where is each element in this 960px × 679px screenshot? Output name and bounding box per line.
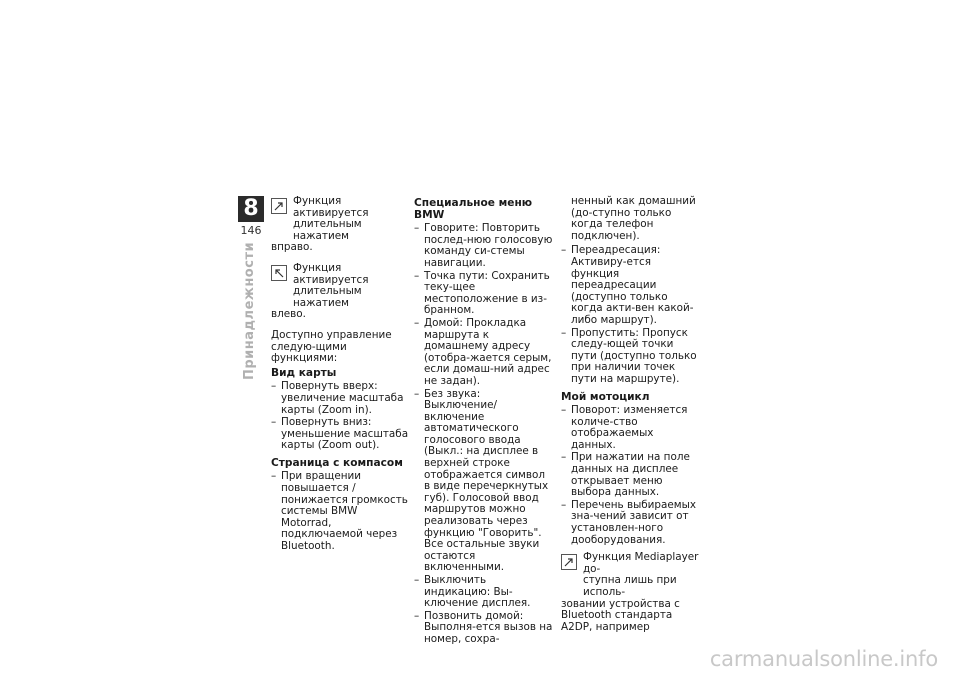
intro-text: Доступно управление следую-щими функциями:: [271, 328, 392, 365]
arrow-right-icon: [271, 198, 287, 214]
chapter-sidebar: [238, 196, 264, 237]
page-number: 146: [240, 224, 262, 237]
bmw-menu-heading: Специальное меню BMW: [414, 197, 533, 221]
column-2: [414, 196, 554, 652]
arrow-left-icon: [271, 265, 287, 281]
my-bike-heading: Мой мотоцикл: [561, 390, 650, 403]
list-item: – Позвонить домой: Выполня-ется вызов на номер, сохра-: [414, 611, 554, 646]
list-item: – При нажатии на поле данных на дисплее открывает меню выбора данных.: [561, 452, 701, 498]
list-item: – Без звука: Выключение/включение автоматического голосового ввода (Выкл.: на дисплее в верхней строке отображается символ в виде перечеркнутых губ). Голосовой ввод маршрутов можно реализовать через функцию "Говорить". Все остальные звуки остаются включенными.: [414, 389, 554, 575]
map-heading: Вид карты: [271, 366, 337, 379]
info-arrow-icon: [561, 554, 577, 570]
list-item: – Домой: Прокладка маршрута к домашнему адресу (отобра-жается серым, если домаш-ний адрес не задан).: [414, 318, 554, 388]
continuation-text: ненный как домашний (до-ступно только когда телефон подключен).: [571, 195, 696, 242]
bmw-menu-list-continued: [561, 245, 701, 385]
note-left: [271, 263, 411, 321]
column-1: [271, 196, 411, 559]
note-line: ступна лишь при исполь-: [583, 574, 677, 598]
note-line: длительным нажатием: [293, 218, 362, 242]
list-item: – Повернуть вверх: увеличение масштаба карты (Zoom in).: [271, 381, 411, 416]
list-item: – Говорите: Повторить послед-нюю голосовую команду си-стемы навигации.: [414, 223, 554, 269]
list-item: – При вращении повышается / понижается громкость системы BMW Motorrad, подключаемой через Bluetooth.: [271, 471, 411, 552]
note-right: [271, 196, 411, 254]
note-line: зовании устройства с Bluetooth стандарта A2DP, например: [561, 597, 680, 633]
list-item: – Пропустить: Пропуск следу-ющей точки пути (доступно только при наличии точек пути на маршруте).: [561, 328, 701, 386]
my-bike-list: [561, 405, 701, 546]
bmw-menu-list: [414, 223, 554, 645]
list-item: – Поворот: изменяется количе-ство отображаемых данных.: [561, 405, 701, 451]
map-list: [271, 381, 411, 452]
note-line: вправо.: [271, 241, 313, 254]
chapter-title: Принадлежности: [242, 241, 257, 380]
chapter-number: 8: [238, 196, 264, 222]
compass-heading: Страница с компасом: [271, 456, 403, 469]
note-line: влево.: [271, 308, 306, 321]
list-item: – Повернуть вниз: уменьшение масштаба карты (Zoom out).: [271, 417, 411, 452]
list-item: – Перечень выбираемых зна-чений зависит от установлен-ного дооборудования.: [561, 500, 701, 546]
list-item: – Переадресация: Активиру-ется функция переадресации (доступно только когда акти-вен какой-либо маршрут).: [561, 245, 701, 326]
watermark: carmanualsonline.info: [709, 647, 938, 671]
column-3: [561, 196, 701, 642]
list-item: – Выключить индикацию: Вы-ключение дисплея.: [414, 575, 554, 610]
note-line: Функция активируется: [293, 261, 369, 286]
note-mediaplayer: [561, 552, 701, 633]
compass-list: [271, 471, 411, 552]
note-line: Функция Mediaplayer до-: [583, 551, 699, 575]
note-line: Функция активируется: [293, 195, 369, 219]
note-line: длительным нажатием: [293, 285, 362, 309]
list-item: – Точка пути: Сохранить теку-щее местоположение в из-бранном.: [414, 271, 554, 317]
